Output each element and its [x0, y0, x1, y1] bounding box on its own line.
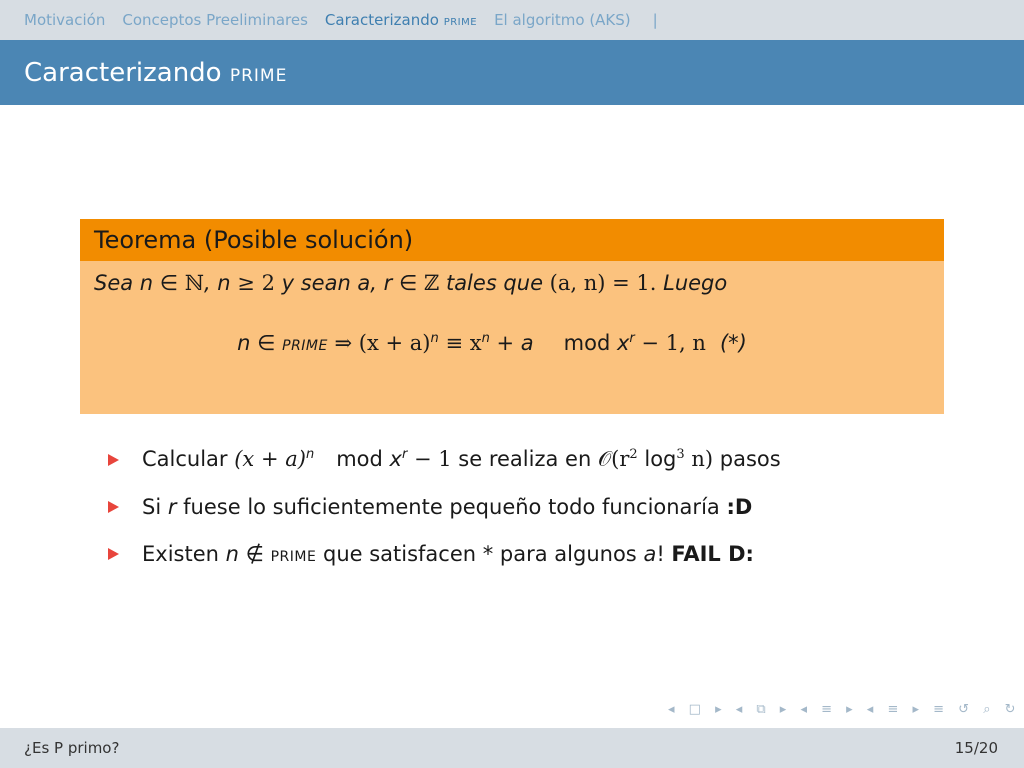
nav-item-algoritmo[interactable]: El algoritmo (AKS)	[494, 11, 631, 29]
bullet-text-1	[142, 447, 781, 472]
nav-item-caracterizando[interactable]	[325, 11, 477, 29]
b1-pre: Calcular	[142, 447, 235, 471]
frame-title	[24, 58, 287, 88]
bullet-triangle-icon	[108, 548, 119, 560]
footer-title: ¿Es P primo?	[24, 739, 120, 757]
nav-item-prime: prime	[443, 13, 478, 29]
nav-item-conceptos[interactable]: Conceptos Preeliminares	[122, 11, 308, 29]
b1-bigo: 𝒪(r	[597, 447, 630, 471]
list-item	[108, 538, 781, 569]
eq-exp2: n	[481, 331, 490, 347]
eq-star: (*)	[719, 331, 747, 355]
eq-lhs: n ∈	[237, 331, 283, 355]
b3-excl: !	[656, 541, 672, 566]
frame-title-text: Caracterizando	[24, 57, 222, 88]
b1-log: log	[637, 447, 677, 471]
b1-exp3: 2	[629, 447, 638, 463]
theorem-block	[80, 219, 944, 414]
stmt-naturals: ℕ	[184, 271, 204, 295]
list-item	[108, 444, 781, 475]
b1-exp2: r	[401, 447, 408, 463]
list-item	[108, 491, 781, 522]
bullet-text-2	[142, 495, 752, 519]
eq-exp1: n	[430, 331, 439, 347]
theorem-header: Teorema (Posible solución)	[80, 219, 944, 261]
eq-arrow: ⇒ (x + a)	[327, 331, 431, 355]
theorem-equation	[80, 331, 944, 355]
b3-prime: prime	[270, 542, 317, 566]
eq-plus: + a	[489, 331, 534, 355]
section-navbar	[0, 0, 1024, 40]
b2-r: r	[167, 494, 177, 519]
b1-end: pasos	[713, 447, 781, 471]
bullet-text-3	[142, 542, 754, 566]
b3-bold: FAIL D:	[671, 541, 754, 566]
bullet-triangle-icon	[108, 501, 119, 513]
page-number: 15/20	[954, 739, 998, 757]
nav-item-motivacion[interactable]: Motivación	[24, 11, 106, 29]
bullet-list	[108, 444, 781, 585]
b1-expr: (x + a)	[234, 447, 306, 471]
stmt-t5: Luego	[656, 271, 728, 295]
eq-x: x	[610, 331, 630, 355]
b1-mod: mod	[336, 447, 383, 471]
footer-bar	[0, 728, 1024, 768]
eq-exp3: r	[629, 331, 635, 347]
b1-x: x	[382, 447, 402, 471]
nav-item-caracterizando-text: Caracterizando	[324, 11, 439, 29]
b1-exp: n	[305, 447, 315, 463]
b3-pre: Existen	[142, 541, 226, 566]
b3-n: n ∉	[225, 541, 271, 566]
stmt-t1: Sea n ∈	[94, 271, 185, 295]
beamer-navigation-icons[interactable]: ◂ □ ▸ ◂ ⧉ ▸ ◂ ≡ ▸ ◂ ≡ ▸ ≡ ↺ ⌕ ↻	[668, 702, 1021, 717]
eq-tail: − 1, n	[634, 331, 706, 355]
b2-bold: :D	[726, 494, 753, 519]
stmt-gcd: (a, n) = 1.	[549, 271, 657, 295]
nav-separator: |	[652, 11, 658, 29]
eq-prime: prime	[282, 332, 328, 355]
eq-mid: ≡ x	[438, 331, 482, 355]
frame-title-prime: prime	[229, 58, 288, 87]
stmt-integers: ℤ	[423, 271, 440, 295]
b1-post: se realiza en	[451, 447, 598, 471]
theorem-statement	[80, 271, 944, 295]
stmt-t4: tales que	[439, 271, 550, 295]
bullet-triangle-icon	[108, 454, 119, 466]
frame-titlebar	[0, 40, 1024, 105]
b2-pre: Si	[142, 494, 168, 519]
b2-post: fuese lo suficientemente pequeño todo funcionaría	[176, 494, 727, 519]
stmt-t3: y sean a, r ∈	[274, 271, 424, 295]
b3-post: que satisfacen * para algunos	[316, 541, 644, 566]
eq-mod: mod	[563, 331, 611, 355]
b3-a: a	[643, 541, 657, 566]
stmt-t2: , n	[203, 271, 238, 295]
b1-minus: − 1	[407, 447, 452, 471]
stmt-geq: ≥ 2	[237, 271, 275, 295]
b1-n: n)	[684, 447, 714, 471]
b1-exp4: 3	[676, 447, 685, 463]
